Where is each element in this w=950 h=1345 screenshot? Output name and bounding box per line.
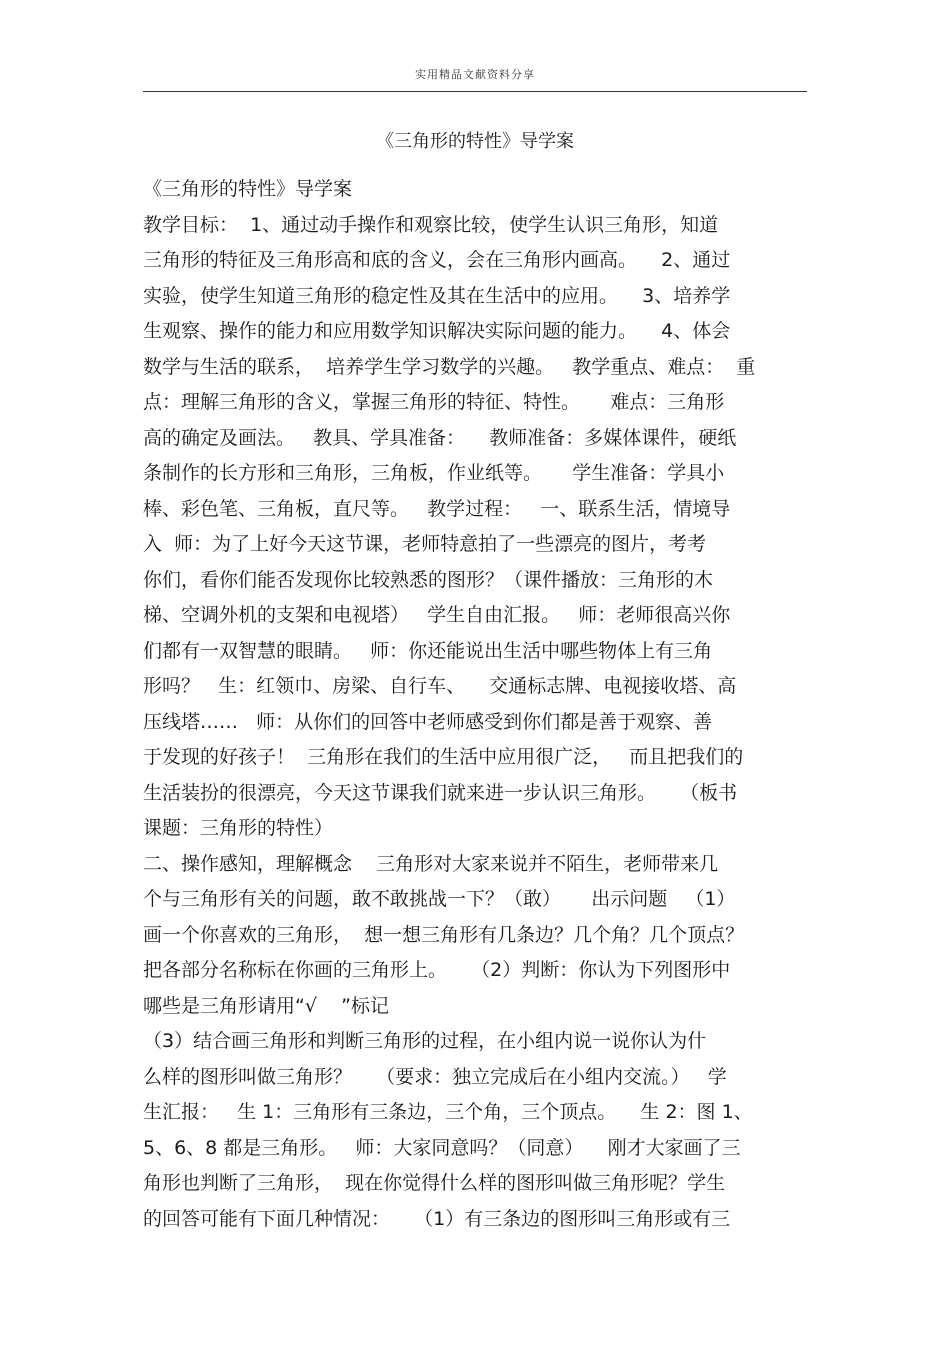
text-line: 梯、空调外机的支架和电视塔） 学生自由汇报。 师：老师很高兴你 (143, 604, 731, 626)
text-line: 生观察、操作的能力和应用数学知识解决实际问题的能力。 4、体会 (143, 320, 731, 342)
text-line: 5、6、8 都是三角形。 师：大家同意吗？（同意） 刚才大家画了三 (143, 1136, 741, 1159)
text-line: 你们，看你们能否发现你比较熟悉的图形？（课件播放：三角形的木 (143, 568, 714, 591)
text-line: 生汇报： 生 1：三角形有三条边，三个角，三个顶点。 生 2：图 1、 (143, 1101, 753, 1123)
text-line: 数学与生活的联系， 培养学生学习数学的兴趣。 教学重点、难点： 重 (143, 355, 756, 378)
text-line: 教学目标： 1、通过动手操作和观察比较，使学生认识三角形，知道 (143, 213, 719, 236)
text-line: 实验，使学生知道三角形的稳定性及其在生活中的应用。 3、培养学 (143, 284, 731, 307)
text-line: 哪些是三角形请用“√ ”标记 (143, 994, 389, 1017)
text-line: 棒、彩色笔、三角板，直尺等。 教学过程： 一、联系生活，情境导 (143, 497, 731, 520)
text-line: 么样的图形叫做三角形？ （要求：独立完成后在小组内交流。） 学 (143, 1065, 727, 1088)
text-line: 画一个你喜欢的三角形， 想一想三角形有几条边？几个角？几个顶点？ (143, 923, 745, 946)
text-line: 课题：三角形的特性） (143, 817, 334, 839)
text-line: 们都有一双智慧的眼睛。 师：你还能说出生活中哪些物体上有三角 (143, 639, 713, 662)
text-line: 二、操作感知，理解概念 三角形对大家来说并不陌生，老师带来几 (143, 852, 719, 875)
text-line: 条制作的长方形和三角形，三角板，作业纸等。 学生准备：学具小 (143, 462, 725, 484)
header-divider (143, 91, 807, 92)
text-line: 压线塔…… 师：从你们的回答中老师感受到你们都是善于观察、善 (143, 710, 713, 733)
text-line: 高的确定及画法。 教具、学具准备： 教师准备：多媒体课件，硬纸 (143, 426, 737, 449)
text-line: 的回答可能有下面几种情况： （1）有三条边的图形叫三角形或有三 (143, 1207, 731, 1230)
text-line: 角形也判断了三角形， 现在你觉得什么样的图形叫做三角形呢？学生 (143, 1172, 726, 1194)
text-line: 个与三角形有关的问题，敢不敢挑战一下？（敢） 出示问题 （1） (143, 888, 736, 910)
document-title: 《三角形的特性》导学案 (376, 131, 574, 152)
text-line: 《三角形的特性》导学案 (143, 178, 353, 200)
running-header: 实用精品文献资料分享 (415, 68, 535, 81)
text-line: 点：理解三角形的含义，掌握三角形的特征、特性。 难点：三角形 (143, 391, 725, 413)
text-line: （3）结合画三角形和判断三角形的过程，在小组内说一说你认为什 (143, 1030, 707, 1052)
text-line: 三角形的特征及三角形高和底的含义，会在三角形内画高。 2、通过 (143, 249, 731, 271)
text-line: 于发现的好孩子！ 三角形在我们的生活中应用很广泛， 而且把我们的 (143, 746, 744, 768)
text-line: 生活装扮的很漂亮，今天这节课我们就来进一步认识三角形。 （板书 (143, 781, 738, 804)
text-line: 把各部分名称标在你画的三角形上。 （2）判断：你认为下列图形中 (143, 959, 731, 981)
document-body (143, 172, 811, 1237)
text-line: 形吗？ 生：红领巾、房梁、自行车、 交通标志牌、电视接收塔、高 (143, 675, 737, 697)
text-line: 入 师：为了上好今天这节课，老师特意拍了一些漂亮的图片，考考 (143, 533, 707, 555)
